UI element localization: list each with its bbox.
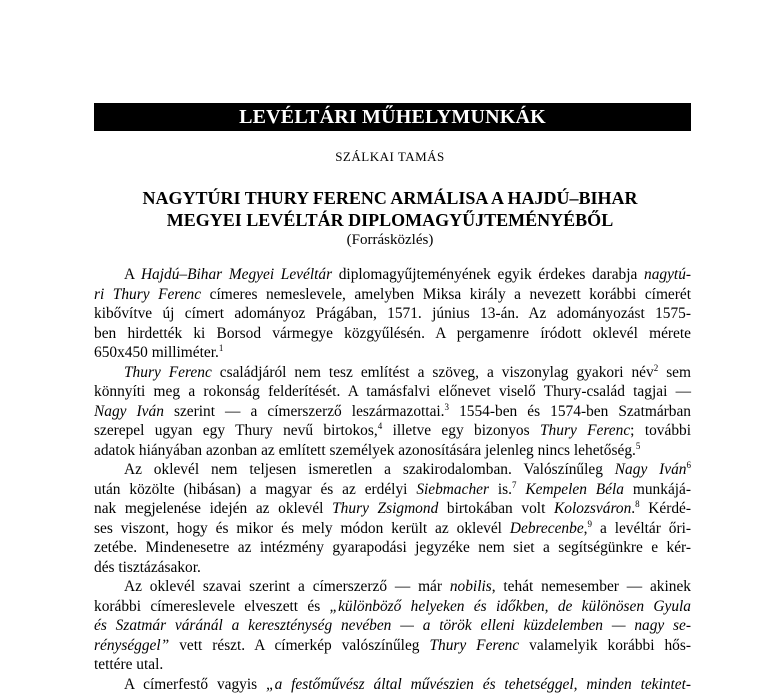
body-text-line: korábbi címereslevele elveszett és „különböző helyeken és időkben, de különösen Gyula xyxy=(94,597,691,615)
article-body xyxy=(94,265,691,694)
body-text-line: tettére utal. xyxy=(94,656,164,673)
body-text-line: könnyíti meg a rokonság felderítését. A tamásfalvi előnevet viselő Thury-család tagjai — xyxy=(94,383,691,400)
body-text-line: 650x450 milliméter.$^1$ xyxy=(94,343,224,361)
author-name: SZÁLKAI TAMÁS xyxy=(335,149,445,164)
body-text-line: Az oklevél szavai szerint a címerszerző — már nobilis, tehát nemesember — akinek xyxy=(124,578,691,595)
article-title-line: MEGYEI LEVÉLTÁR DIPLOMAGYŰJTEMÉNYÉBŐL xyxy=(166,210,614,230)
body-text-line: nak megjelenése idején az oklevél Thury Zsigmond birtokában volt Kolozsváron.$^8$ Kérdé- xyxy=(94,499,692,517)
body-text-line: szerepel ugyan egy Thury nevű birtokos,$^4$ illetve egy bizonyos Thury Ferenc; további xyxy=(94,421,691,439)
article-title xyxy=(0,187,780,231)
body-text-line: A Hajdú–Bihar Megyei Levéltár diplomagyűjteményének egyik érdekes darabja nagytú- xyxy=(124,266,692,283)
body-text-line: kibővítve új címert adományoz Prágában, 1571. június 13-án. Az adományozást 1575- xyxy=(94,305,691,322)
body-text-line: A címerfestő vagyis „a festőművész által művészien és tehetséggel, minden tekintet- xyxy=(124,675,691,693)
body-text-line: Nagy Iván szerint — a címerszerző leszármazottai.$^3$ 1554-ben és 1574-ben Szatmárban xyxy=(94,401,692,420)
body-text-line: ses viszont, hogy és mikor és mely módon került az oklevél Debrecenbe,$^9$ a levéltár őri- xyxy=(94,518,691,537)
body-text-line: zetébe. Mindenesetre az intézmény gyarapodási jegyzéke nem siet a segítségünkre e kér- xyxy=(94,539,691,556)
body-text-line: és Szatmár váránál a kereszténység nevében — a török elleni küzdelemben — nagy se- xyxy=(94,617,691,634)
body-text-line: ben hirdették ki Borsod vármegye közgyűlésén. A pergamenre íródott oklevél mérete xyxy=(94,324,691,342)
body-text-line: rénységgel” vett részt. A címerkép valószínűleg Thury Ferenc valamelyik korábbi hős- xyxy=(94,636,691,654)
body-text-line: Thury Ferenc családjáról nem tesz említést a szöveg, a viszonylag gyakori név$^2$ sem xyxy=(124,362,691,381)
body-text-line: Az oklevél nem teljesen ismeretlen a szakirodalomban. Valószínűleg Nagy Iván$^6$ xyxy=(124,460,691,478)
body-text-line: után közölte (hibásan) a magyar és az erdélyi Siebmacher is.$^7$ Kempelen Béla munkájá- xyxy=(94,479,692,498)
section-banner: LEVÉLTÁRI MŰHELYMUNKÁK xyxy=(94,103,691,131)
body-text-line: adatok hiányában azonban az említett személyek azonosítására jelenleg nincs lehetőség.$^5$ xyxy=(94,440,641,459)
body-text-line: ri Thury Ferenc címeres nemeslevele, amelyben Miksa király a nevezett korábbi címerét xyxy=(94,285,691,303)
article-title-line: NAGYTÚRI THURY FERENC ARMÁLISA A HAJDÚ–BIHAR xyxy=(142,188,638,208)
article-subtitle: (Forrásközlés) xyxy=(346,232,434,248)
body-text-line: dés tisztázásakor. xyxy=(94,558,201,576)
